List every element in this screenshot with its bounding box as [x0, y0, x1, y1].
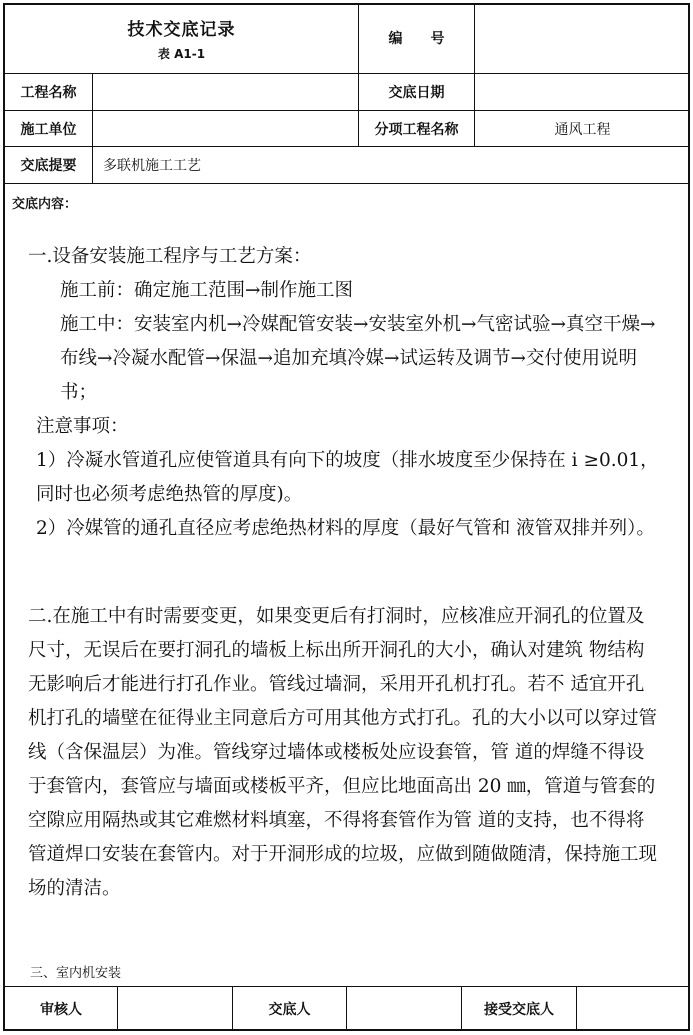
number-label: 编 号 [388, 31, 445, 47]
number-label-cell [359, 3, 474, 73]
form-title: 技术交底记录 [127, 19, 236, 40]
section1-before: 施工前：确定施工范围→制作施工图 [60, 280, 354, 301]
form-title-box [5, 12, 358, 42]
unit-label-cell [5, 111, 92, 146]
presenter-label-cell [233, 987, 346, 1031]
form-code: 表 A1-1 [157, 46, 206, 61]
unit-field[interactable] [93, 111, 358, 146]
subproject-value: 通风工程 [554, 121, 611, 138]
summary-label: 交底提要 [20, 158, 77, 174]
project-name-label-cell [5, 74, 92, 110]
content-section-1 [28, 240, 660, 546]
section1-heading: 一.设备安装施工程序与工艺方案： [28, 246, 312, 267]
summary-label-cell [5, 147, 92, 183]
form-subtitle-box [5, 42, 358, 64]
content-label-box [12, 190, 212, 214]
unit-label: 施工单位 [20, 121, 77, 138]
subproject-field[interactable] [475, 111, 690, 146]
project-name-field[interactable] [93, 74, 358, 110]
section3-heading: 三、室内机安装 [30, 965, 122, 981]
subproject-label: 分项工程名称 [374, 121, 459, 138]
receiver-label: 接受交底人 [484, 1002, 554, 1018]
date-label-cell [359, 74, 474, 110]
receiver-field[interactable] [577, 987, 690, 1031]
section1-during: 施工中：安装室内机→冷媒配管安装→安装室外机→气密试验→真空干燥→布线→冷凝水配管→保温→追加充填冷媒→试运转及调节→交付使用说明书； [60, 314, 656, 403]
summary-field[interactable] [93, 147, 690, 183]
section1-notes-heading: 注意事项： [36, 416, 129, 437]
reviewer-field[interactable] [118, 987, 232, 1031]
presenter-field[interactable] [347, 987, 461, 1031]
section2-text: 二.在施工中有时需要变更，如果变更后有打洞时，应核准应开洞孔的位置及尺寸，无误后在要打洞孔的墙板上标出所开洞孔的大小，确认对建筑 物结构无影响后才能进行打孔作业。管线过墙洞，采用开孔机打孔。若不 适宜开孔机打孔的墙壁在征得业主同意后方可用其他方式打孔。孔的大小以可以穿过管线（含保温层）为准。管线穿过墙体或楼板处应设套管，管 道的焊缝不得设于套管内，套管应与墙面或楼板平齐，但应比地面高出 20 ㎜，管道与管套的空隙应用隔热或其它难燃材料填塞，不得将套管作为管 道的支持，也不得将管道焊口安装在套管内。对于开洞形成的垃圾，应做到随做随清，保持施工现场的清洁。 [28, 606, 658, 899]
content-label: 交底内容： [12, 196, 78, 212]
reviewer-label: 审核人 [40, 1002, 82, 1018]
row-divider [3, 183, 690, 184]
date-field[interactable] [475, 74, 690, 110]
section1-note-2: 2）冷媒管的通孔直径应考虑绝热材料的厚度（最好气管和 液管双排并列）。 [36, 518, 655, 539]
subproject-label-cell [359, 111, 474, 146]
section1-note-1: 1）冷凝水管道孔应使管道具有向下的坡度（排水坡度至少保持在 i ≥0.01，同时也必须考虑绝热管的厚度)。 [36, 450, 659, 505]
project-name-label: 工程名称 [20, 85, 77, 101]
content-section-2 [28, 600, 660, 906]
reviewer-label-cell [5, 987, 117, 1031]
date-label: 交底日期 [388, 85, 445, 101]
summary-value: 多联机施工工艺 [103, 158, 201, 174]
number-value-cell[interactable] [475, 3, 690, 73]
section3-box [30, 960, 330, 982]
receiver-label-cell [462, 987, 576, 1031]
presenter-label: 交底人 [268, 1002, 311, 1018]
